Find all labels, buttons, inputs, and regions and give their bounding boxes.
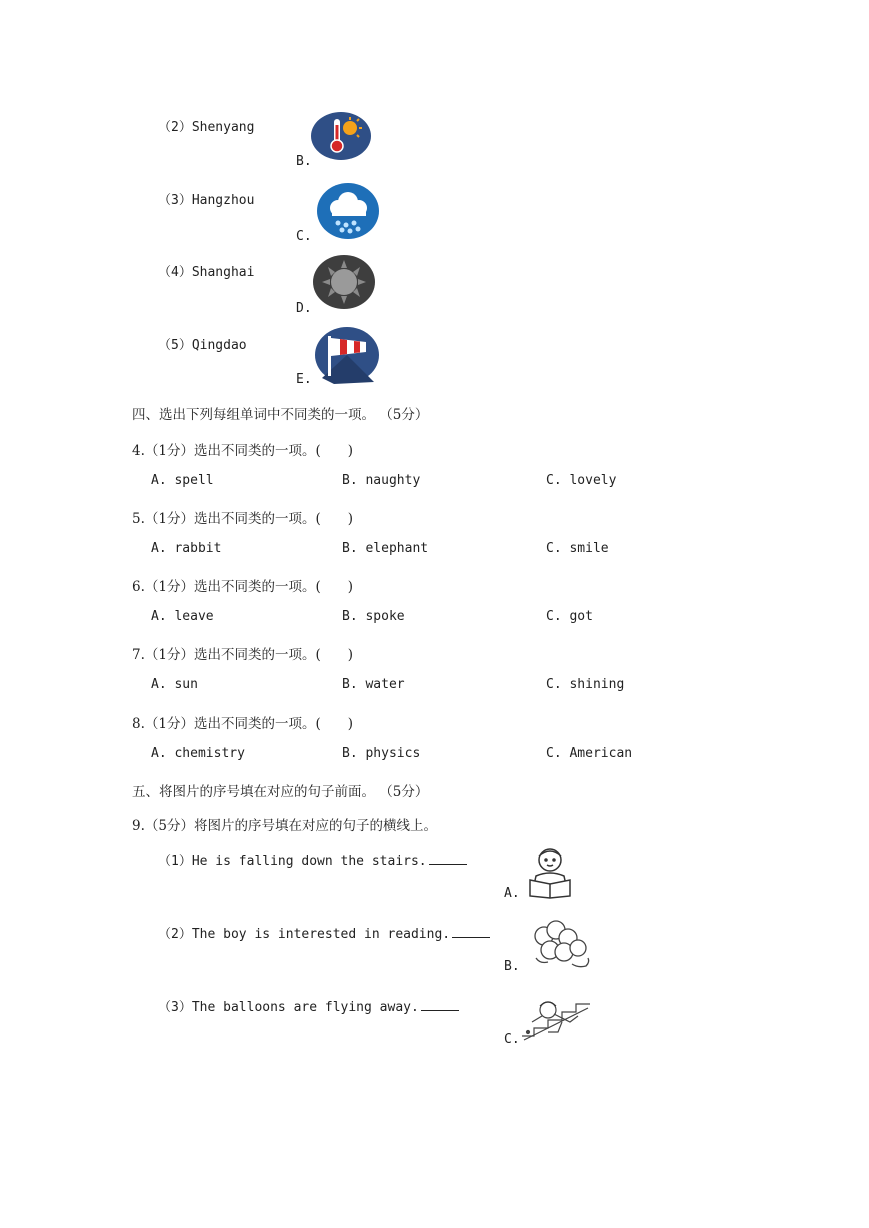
city-label-qingdao: （5）Qingdao <box>158 338 247 353</box>
sentence-row-3 <box>158 996 459 1015</box>
grey-sun-icon <box>312 254 376 310</box>
question-stem-4: 4.（1分）选出不同类的一项。( ) <box>132 443 354 459</box>
sentence-3-text: （3）The balloons are flying away. <box>158 1000 419 1015</box>
answer-blank-1[interactable] <box>429 852 467 865</box>
rain-cloud-icon <box>316 182 380 240</box>
question-stem-8: 8.（1分）选出不同类的一项。( ) <box>132 716 354 732</box>
q6-option-a: A. leave <box>151 609 214 624</box>
q4-option-c: C. lovely <box>546 473 617 488</box>
q5-option-a: A. rabbit <box>151 541 222 556</box>
option-letter-c: C. <box>296 229 312 244</box>
q8-option-a: A. chemistry <box>151 746 245 761</box>
q6-option-c: C. got <box>546 609 593 624</box>
picture-letter-b: B. <box>504 959 520 974</box>
q7-option-c: C. shining <box>546 677 625 692</box>
section-5-heading: 五、将图片的序号填在对应的句子前面。 （5分） <box>132 784 429 800</box>
sentence-row-1 <box>158 850 467 869</box>
q4-option-a: A. spell <box>151 473 214 488</box>
sentence-2-text: （2）The boy is interested in reading. <box>158 927 451 942</box>
option-letter-d: D. <box>296 301 312 316</box>
boy-reading-picture <box>518 844 582 900</box>
answer-blank-2[interactable] <box>452 925 490 938</box>
question-stem-5: 5.（1分）选出不同类的一项。( ) <box>132 511 354 527</box>
picture-letter-a: A. <box>504 886 520 901</box>
q5-option-c: C. smile <box>546 541 609 556</box>
q7-option-a: A. sun <box>151 677 198 692</box>
boy-falling-stairs-picture <box>518 992 592 1044</box>
option-letter-e: E. <box>296 372 312 387</box>
answer-blank-3[interactable] <box>421 998 459 1011</box>
sentence-1-text: （1）He is falling down the stairs. <box>158 854 427 869</box>
q8-option-b: B. physics <box>342 746 421 761</box>
q4-option-b: B. naughty <box>342 473 421 488</box>
q8-option-c: C. American <box>546 746 633 761</box>
city-label-hangzhou: （3）Hangzhou <box>158 193 255 208</box>
question-stem-6: 6.（1分）选出不同类的一项。( ) <box>132 579 354 595</box>
thermometer-sun-icon <box>310 111 372 161</box>
q5-option-b: B. elephant <box>342 541 429 556</box>
section-4-heading: 四、选出下列每组单词中不同类的一项。 （5分） <box>132 407 429 423</box>
question-stem-7: 7.（1分）选出不同类的一项。( ) <box>132 647 354 663</box>
city-label-shanghai: （4）Shanghai <box>158 265 255 280</box>
q7-option-b: B. water <box>342 677 405 692</box>
balloons-picture <box>528 918 594 972</box>
city-label-shenyang: （2）Shenyang <box>158 120 255 135</box>
windsock-icon <box>314 326 380 384</box>
picture-letter-c: C. <box>504 1032 520 1047</box>
question-stem-9: 9.（5分）将图片的序号填在对应的句子的横线上。 <box>132 818 437 834</box>
q6-option-b: B. spoke <box>342 609 405 624</box>
option-letter-b: B. <box>296 154 312 169</box>
sentence-row-2 <box>158 923 490 942</box>
